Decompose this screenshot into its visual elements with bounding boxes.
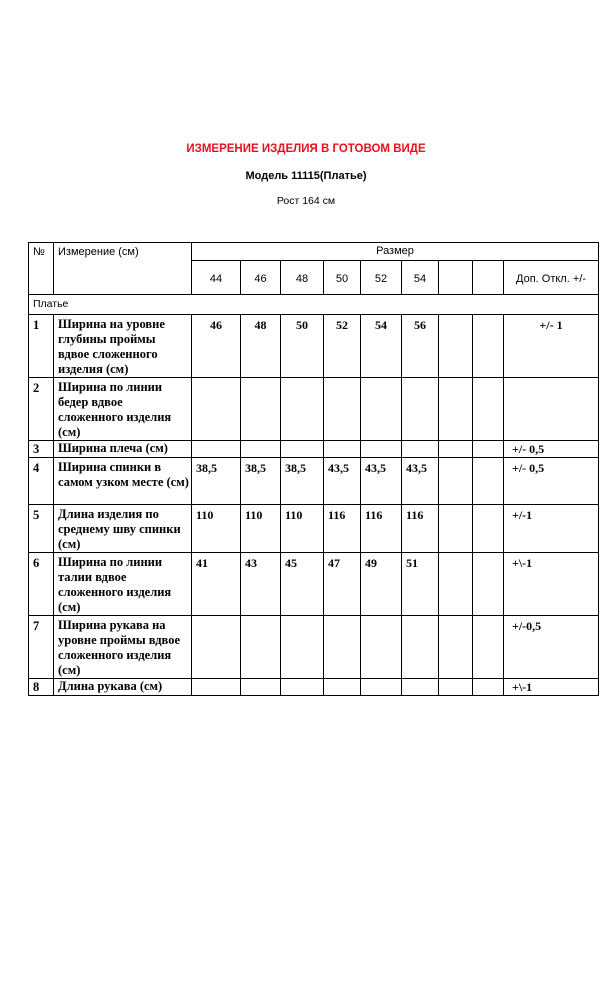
row-number: 3 bbox=[29, 441, 54, 458]
size-value: 56 bbox=[402, 315, 439, 378]
table-row bbox=[29, 378, 599, 441]
size-value: 41 bbox=[192, 553, 241, 616]
size-value bbox=[324, 679, 361, 696]
size-header: 44 bbox=[192, 261, 241, 295]
tolerance-value: +\-1 bbox=[504, 679, 599, 696]
size-value bbox=[241, 378, 281, 441]
size-value: 110 bbox=[241, 505, 281, 553]
size-value: 49 bbox=[361, 553, 402, 616]
tolerance-value: +/-0,5 bbox=[504, 616, 599, 679]
empty-cell bbox=[439, 315, 473, 378]
size-value bbox=[361, 679, 402, 696]
size-header: 46 bbox=[241, 261, 281, 295]
row-number: 2 bbox=[29, 378, 54, 441]
tolerance-value: +/- 0,5 bbox=[504, 458, 599, 505]
empty-cell bbox=[439, 441, 473, 458]
measure-name: Ширина спинки в самом узком месте (см) bbox=[54, 458, 192, 505]
size-value: 38,5 bbox=[241, 458, 281, 505]
table-row bbox=[29, 441, 599, 458]
empty-cell bbox=[439, 553, 473, 616]
size-value: 38,5 bbox=[281, 458, 324, 505]
size-value: 47 bbox=[324, 553, 361, 616]
size-value: 50 bbox=[281, 315, 324, 378]
size-value: 43,5 bbox=[324, 458, 361, 505]
empty-cell bbox=[473, 616, 504, 679]
size-header: 54 bbox=[402, 261, 439, 295]
size-value bbox=[241, 679, 281, 696]
measure-name: Ширина на уровне глубины проймы вдвое сложенного изделия (см) bbox=[54, 315, 192, 378]
col-measure-header: Измерение (см) bbox=[54, 243, 192, 295]
measure-name: Ширина по линии талии вдвое сложенного изделия (см) bbox=[54, 553, 192, 616]
measure-name: Ширина по линии бедер вдвое сложенного изделия (см) bbox=[54, 378, 192, 441]
empty-cell bbox=[473, 553, 504, 616]
size-value bbox=[402, 441, 439, 458]
empty-cell bbox=[439, 679, 473, 696]
empty-cell bbox=[473, 505, 504, 553]
size-value bbox=[324, 378, 361, 441]
document-title: ИЗМЕРЕНИЕ ИЗДЕЛИЯ В ГОТОВОМ ВИДЕ bbox=[186, 143, 426, 155]
size-value bbox=[281, 378, 324, 441]
size-value bbox=[361, 378, 402, 441]
size-value bbox=[241, 441, 281, 458]
measure-name: Ширина плеча (см) bbox=[54, 441, 192, 458]
row-number: 8 bbox=[29, 679, 54, 696]
row-number: 4 bbox=[29, 458, 54, 505]
size-value bbox=[402, 616, 439, 679]
section-row bbox=[29, 295, 599, 315]
empty-size-header bbox=[473, 261, 504, 295]
row-number: 7 bbox=[29, 616, 54, 679]
size-value bbox=[361, 441, 402, 458]
height-label: Рост 164 см bbox=[276, 195, 336, 207]
empty-cell bbox=[439, 458, 473, 505]
header-row bbox=[29, 243, 599, 261]
size-header: 48 bbox=[281, 261, 324, 295]
size-value: 54 bbox=[361, 315, 402, 378]
size-value: 116 bbox=[402, 505, 439, 553]
empty-size-header bbox=[439, 261, 473, 295]
tolerance-value: +\-1 bbox=[504, 553, 599, 616]
size-value: 51 bbox=[402, 553, 439, 616]
size-value bbox=[192, 679, 241, 696]
size-value: 110 bbox=[192, 505, 241, 553]
table-row bbox=[29, 553, 599, 616]
tolerance-value: +/- 0,5 bbox=[504, 441, 599, 458]
size-value: 110 bbox=[281, 505, 324, 553]
tolerance-value: +/- 1 bbox=[504, 315, 599, 378]
size-value bbox=[192, 616, 241, 679]
size-value: 43,5 bbox=[402, 458, 439, 505]
tolerance-value bbox=[504, 378, 599, 441]
size-value bbox=[402, 679, 439, 696]
size-value: 38,5 bbox=[192, 458, 241, 505]
size-value: 52 bbox=[324, 315, 361, 378]
size-value: 43,5 bbox=[361, 458, 402, 505]
size-header: 50 bbox=[324, 261, 361, 295]
table-row bbox=[29, 458, 599, 505]
size-value bbox=[192, 378, 241, 441]
size-value bbox=[361, 616, 402, 679]
col-num-header: № bbox=[29, 243, 54, 295]
empty-cell bbox=[473, 378, 504, 441]
empty-cell bbox=[439, 616, 473, 679]
tolerance-value: +/-1 bbox=[504, 505, 599, 553]
size-value: 116 bbox=[361, 505, 402, 553]
empty-cell bbox=[473, 441, 504, 458]
table-row bbox=[29, 679, 599, 696]
table-row bbox=[29, 616, 599, 679]
size-value: 48 bbox=[241, 315, 281, 378]
measure-name: Длина изделия по среднему шву спинки (см) bbox=[54, 505, 192, 553]
size-header: 52 bbox=[361, 261, 402, 295]
col-size-header: Размер bbox=[192, 243, 599, 261]
empty-cell bbox=[439, 378, 473, 441]
measure-name: Ширина рукава на уровне проймы вдвое сложенного изделия (см) bbox=[54, 616, 192, 679]
empty-cell bbox=[473, 458, 504, 505]
measure-name: Длина рукава (см) bbox=[54, 679, 192, 696]
row-number: 6 bbox=[29, 553, 54, 616]
size-value: 46 bbox=[192, 315, 241, 378]
row-number: 5 bbox=[29, 505, 54, 553]
section-label: Платье bbox=[29, 295, 599, 315]
empty-cell bbox=[439, 505, 473, 553]
col-tolerance-header: Доп. Откл. +/- bbox=[504, 261, 599, 295]
size-value bbox=[324, 441, 361, 458]
measurement-table bbox=[28, 242, 599, 696]
size-value bbox=[402, 378, 439, 441]
size-value bbox=[281, 616, 324, 679]
size-value bbox=[192, 441, 241, 458]
row-number: 1 bbox=[29, 315, 54, 378]
size-value bbox=[241, 616, 281, 679]
size-value bbox=[281, 441, 324, 458]
table-row bbox=[29, 315, 599, 378]
size-value bbox=[324, 616, 361, 679]
table-row bbox=[29, 505, 599, 553]
empty-cell bbox=[473, 315, 504, 378]
size-value bbox=[281, 679, 324, 696]
size-value: 43 bbox=[241, 553, 281, 616]
empty-cell bbox=[473, 679, 504, 696]
size-value: 116 bbox=[324, 505, 361, 553]
size-value: 45 bbox=[281, 553, 324, 616]
model-label: Модель 11115(Платье) bbox=[245, 170, 367, 182]
